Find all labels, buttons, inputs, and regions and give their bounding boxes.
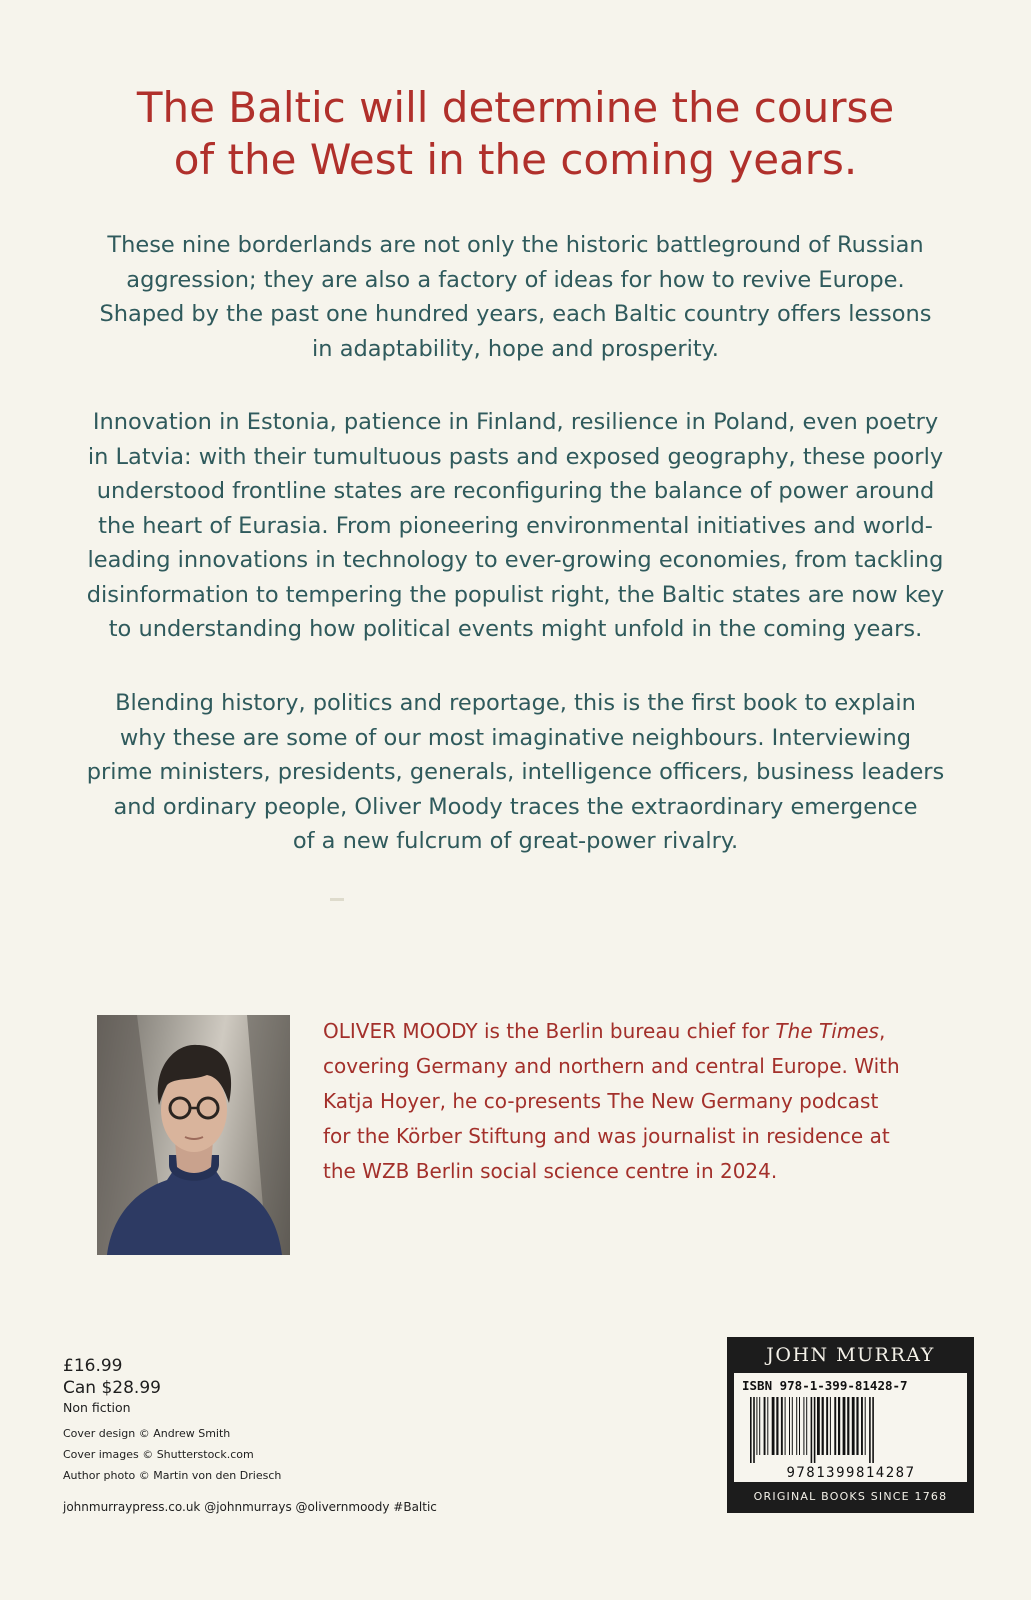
blurb-line: the heart of Eurasia. From pioneering environmental initiatives and world-	[98, 512, 933, 539]
barcode-bar	[834, 1397, 836, 1455]
blurb-line: understood frontline states are reconfiguring the balance of power around	[96, 478, 935, 504]
barcode-bar	[750, 1397, 752, 1463]
barcode-bar	[767, 1397, 768, 1455]
blurb-line: in adaptability, hope and prosperity.	[312, 335, 719, 362]
barcode-bar	[753, 1397, 755, 1463]
barcode-bar	[838, 1397, 840, 1455]
barcode-bar	[759, 1397, 760, 1455]
barcode-bar	[772, 1397, 775, 1455]
blurb-paragraph-3	[60, 686, 971, 859]
blurb-line: disinformation to tempering the populist right, the Baltic states are now key	[86, 581, 945, 608]
barcode-bar	[789, 1397, 790, 1455]
price-can: Can $28.99	[63, 1378, 161, 1398]
headline-line-2: of the West in the coming years.	[173, 135, 858, 184]
barcode-bar	[781, 1397, 783, 1455]
publisher-tagline: ORIGINAL BOOKS SINCE 1768	[753, 1490, 948, 1503]
barcode-bar	[872, 1397, 874, 1463]
credit-author-photo: Author photo © Martin von den Driesch	[63, 1469, 282, 1482]
bio-line: for the Körber Stiftung and was journalist in residence at	[323, 1124, 890, 1148]
barcode-bar	[792, 1397, 793, 1455]
barcode-bar	[847, 1397, 849, 1455]
barcode-bar	[865, 1397, 866, 1455]
blurb-line: to understanding how political events might unfold in the coming years.	[108, 616, 923, 642]
barcode-bar	[764, 1397, 766, 1455]
blurb-line: leading innovations in technology to ever-growing economies, from tackling	[87, 547, 944, 573]
blurb-line: Shaped by the past one hundred years, each Baltic country offers lessons	[99, 301, 932, 327]
barcode-bar	[776, 1397, 778, 1455]
barcode-bar	[822, 1397, 824, 1455]
publisher-name: JOHN MURRAY	[766, 1344, 935, 1366]
barcode-bar	[843, 1397, 846, 1455]
blurb-line: in Latvia: with their tumultuous pasts and exposed geography, these poorly	[87, 443, 944, 470]
bio-line: Katja Hoyer, he co-presents The New Germany podcast	[323, 1089, 879, 1113]
barcode-bar	[796, 1397, 797, 1455]
headline	[0, 82, 1031, 186]
barcode-bar	[861, 1397, 863, 1455]
author-bio	[323, 1014, 953, 1189]
bio-publication-suffix: ,	[878, 1019, 886, 1043]
credit-cover-design: Cover design © Andrew Smith	[63, 1427, 231, 1440]
genre-label: Non fiction	[63, 1400, 131, 1415]
barcode-bar	[852, 1397, 855, 1455]
credit-cover-images: Cover images © Shutterstock.com	[63, 1448, 254, 1461]
barcode-digits: 9781399814287	[786, 1465, 916, 1481]
bio-line: the WZB Berlin social science centre in 2024.	[323, 1159, 778, 1183]
blurb-line: aggression; they are also a factory of ideas for how to revive Europe.	[126, 266, 905, 293]
barcode-bar	[799, 1397, 800, 1455]
barcode-bar	[803, 1397, 804, 1455]
barcode-bar	[756, 1397, 757, 1455]
barcode-bar	[856, 1397, 858, 1455]
bio-line: OLIVER MOODY is the Berlin bureau chief for	[323, 1019, 776, 1043]
price-block	[63, 1355, 281, 1486]
scan-speck	[330, 898, 344, 901]
price-uk: £16.99	[63, 1356, 123, 1376]
blurb-line: These nine borderlands are not only the historic battleground of Russian	[107, 232, 924, 258]
author-portrait-image	[97, 1015, 290, 1255]
isbn-label: ISBN 978-1-399-81428-7	[742, 1378, 908, 1393]
barcode-bar	[817, 1397, 820, 1455]
blurb-line: why these are some of our most imaginative neighbours. Interviewing	[119, 724, 912, 751]
author-photo	[97, 1015, 290, 1255]
barcode-bar	[869, 1397, 871, 1463]
barcode-bar	[826, 1397, 828, 1455]
barcode-panel	[727, 1337, 974, 1513]
blurb-line: and ordinary people, Oliver Moody traces the extraordinary emergence	[113, 793, 918, 820]
bio-line: covering Germany and northern and central Europe. With	[323, 1054, 900, 1078]
social-links: johnmurraypress.co.uk @johnmurrays @olivernmoody #Baltic	[63, 1500, 437, 1514]
barcode-bar	[785, 1397, 786, 1455]
barcode-image	[734, 1373, 967, 1482]
barcode-bar	[830, 1397, 831, 1455]
headline-line-1: The Baltic will determine the course	[136, 83, 895, 132]
blurb-paragraph-2	[60, 405, 971, 647]
barcode-bar	[814, 1397, 816, 1463]
barcode-bar	[811, 1397, 813, 1463]
barcode-area	[734, 1373, 967, 1482]
blurb-line: Innovation in Estonia, patience in Finland, resilience in Poland, even poetry	[92, 409, 939, 435]
blurb-line: of a new fulcrum of great-power rivalry.	[292, 828, 739, 854]
blurb-line: Blending history, politics and reportage, this is the first book to explain	[115, 690, 916, 716]
blurb-line: prime ministers, presidents, generals, intelligence officers, business leaders	[86, 759, 945, 785]
bio-publication: The Times	[775, 1019, 879, 1043]
blurb-paragraph-1	[60, 228, 971, 366]
barcode-bar	[806, 1397, 807, 1455]
